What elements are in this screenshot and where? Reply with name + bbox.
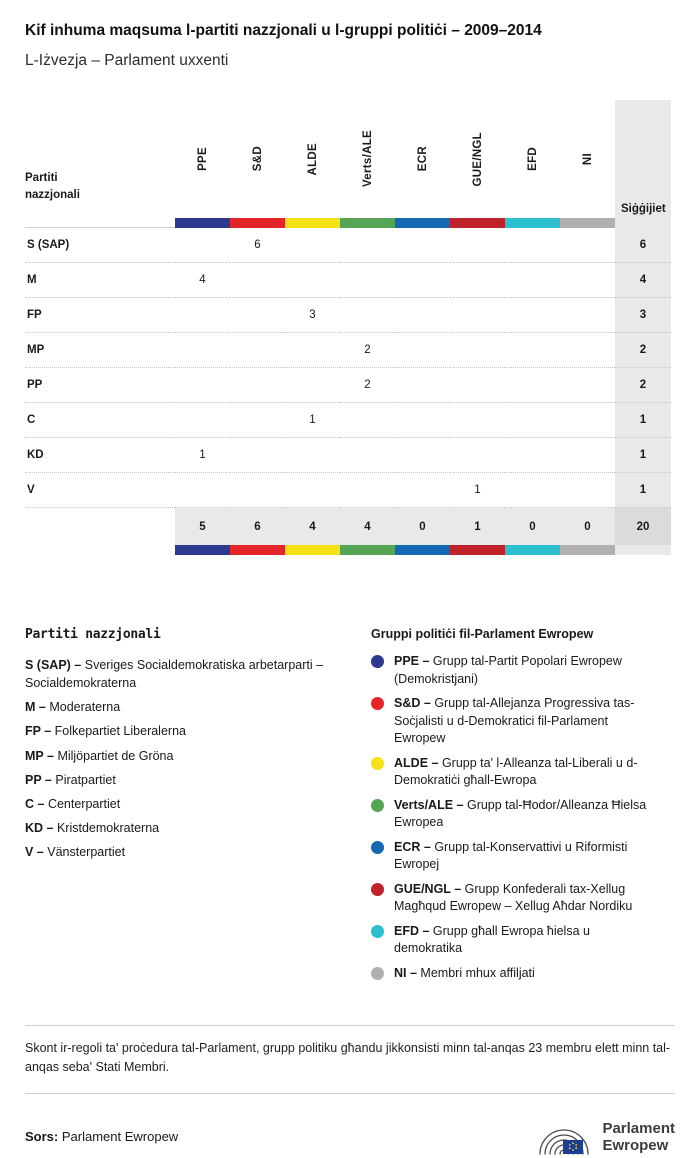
row-total: 1 — [615, 473, 671, 508]
seat-cell — [230, 473, 285, 508]
column-header-ni: NI — [581, 152, 594, 166]
table-row — [25, 473, 671, 508]
ppe-color-bar — [175, 218, 230, 228]
seats-column-header: Siġġijiet — [615, 100, 671, 218]
seat-cell — [340, 473, 395, 508]
row-total: 6 — [615, 228, 671, 263]
party-full-name: Miljöpartiet de Gröna — [57, 748, 174, 763]
alde-color-bar — [285, 218, 340, 228]
seat-cell — [340, 298, 395, 333]
seat-cell — [230, 333, 285, 368]
seat-cell: 2 — [340, 333, 395, 368]
table-row — [25, 368, 671, 403]
legend-party-item — [25, 819, 341, 837]
group-abbr: ALDE – — [394, 755, 439, 770]
party-full-name: Folkepartiet Liberalerna — [54, 724, 186, 739]
legend-group-item — [371, 653, 661, 688]
party-abbr: S (SAP) – — [25, 658, 82, 672]
seat-cell — [230, 368, 285, 403]
column-header-ppe: PPE — [196, 147, 209, 171]
divider — [25, 1093, 675, 1094]
legend-party-item — [25, 771, 341, 789]
legend-party-item — [25, 698, 341, 716]
page-subtitle: L-Iżvezja – Parlament uxxenti — [25, 52, 229, 69]
seat-cell — [560, 438, 615, 473]
seat-cell — [450, 263, 505, 298]
seat-cell — [175, 403, 230, 438]
party-abbr: MP – — [25, 748, 54, 763]
group-total: 4 — [340, 508, 395, 545]
group-color-dot — [371, 799, 384, 812]
seat-cell — [450, 333, 505, 368]
row-total: 1 — [615, 438, 671, 473]
seat-cell — [395, 403, 450, 438]
seat-cell — [505, 438, 560, 473]
party-full-name: Kristdemokraterna — [56, 820, 160, 835]
group-total: 0 — [560, 508, 615, 545]
seat-cell — [395, 438, 450, 473]
seat-cell — [395, 228, 450, 263]
group-total: 6 — [230, 508, 285, 545]
table-header-row — [25, 100, 671, 218]
column-header-gue-ngl: GUE/NGL — [471, 131, 484, 187]
seat-cell — [175, 228, 230, 263]
ecr-color-bar — [395, 218, 450, 228]
group-full-name: Grupp tal-Allejanza Progressiva tas-Soċjalisti u d-Demokratici fil-Parlament Ewropew — [394, 696, 635, 745]
seat-cell — [395, 298, 450, 333]
ppe-color-bar — [175, 545, 230, 555]
row-total: 2 — [615, 368, 671, 403]
group-color-dot — [371, 697, 384, 710]
group-full-name: Grupp ta' l-Alleanza tal-Liberali u d-Demokratiċi għall-Ewropa — [394, 755, 638, 787]
logo-line2: Ewropew — [602, 1136, 669, 1154]
seat-cell — [560, 368, 615, 403]
party-name: M — [25, 263, 175, 298]
group-color-dot — [371, 841, 384, 854]
seat-cell — [505, 368, 560, 403]
seat-cell — [450, 298, 505, 333]
table-row — [25, 228, 671, 263]
group-abbr: NI – — [394, 965, 417, 980]
party-abbr: V – — [25, 845, 44, 859]
legend-party-item — [25, 747, 341, 765]
spacer — [25, 218, 175, 228]
totals-empty-cell — [25, 508, 175, 545]
legend-party-item — [25, 722, 341, 740]
party-name: KD — [25, 438, 175, 473]
gue-ngl-color-bar — [450, 545, 505, 555]
party-name: C — [25, 403, 175, 438]
column-header-sd: S&D — [251, 146, 264, 172]
seat-cell — [285, 438, 340, 473]
alde-color-bar — [285, 545, 340, 555]
seat-cell — [395, 333, 450, 368]
legend-group-item — [371, 755, 661, 790]
seat-cell — [340, 263, 395, 298]
legend-political-groups — [371, 627, 661, 989]
group-total: 5 — [175, 508, 230, 545]
seat-cell — [450, 368, 505, 403]
seat-cell — [505, 298, 560, 333]
column-header-ecr: ECR — [416, 146, 429, 172]
party-full-name: Centerpartiet — [47, 796, 121, 811]
legend-national-parties — [25, 627, 365, 989]
eu-flag-icon — [563, 1140, 583, 1154]
group-total: 0 — [395, 508, 450, 545]
ni-color-bar — [560, 545, 615, 555]
group-abbr: S&D – — [394, 696, 431, 710]
party-name: PP — [25, 368, 175, 403]
efd-color-bar — [505, 545, 560, 555]
seat-cell — [505, 333, 560, 368]
seat-cell — [395, 263, 450, 298]
group-total: 1 — [450, 508, 505, 545]
sd-color-bar — [230, 218, 285, 228]
grand-total: 20 — [615, 508, 671, 545]
seat-cell — [230, 263, 285, 298]
table-row — [25, 298, 671, 333]
source — [25, 1129, 178, 1144]
legend-group-item — [371, 839, 661, 874]
legend-party-item — [25, 795, 341, 813]
efd-color-bar — [505, 218, 560, 228]
table-row — [25, 438, 671, 473]
seat-cell — [560, 298, 615, 333]
group-abbr: Verts/ALE – — [394, 797, 464, 812]
row-total: 3 — [615, 298, 671, 333]
row-total: 1 — [615, 403, 671, 438]
seat-cell — [340, 228, 395, 263]
row-total: 2 — [615, 333, 671, 368]
logo-wordmark — [602, 1120, 675, 1155]
party-name: S (SAP) — [25, 228, 175, 263]
legend-party-item — [25, 656, 341, 692]
row-header-label: Partiti nazzjonali — [25, 171, 80, 201]
column-header-alde: ALDE — [306, 142, 319, 176]
seat-cell — [175, 368, 230, 403]
party-abbr: FP – — [25, 724, 52, 739]
group-abbr: PPE – — [394, 654, 430, 668]
bottom-color-bars — [25, 545, 671, 555]
seat-cell — [505, 263, 560, 298]
group-full-name: Grupp għall Ewropa ħielsa u demokratika — [394, 923, 590, 955]
seat-cell — [560, 403, 615, 438]
legend-parties-title: Partiti nazzjonali — [25, 627, 161, 642]
seat-cell — [505, 403, 560, 438]
legend-group-item — [371, 695, 661, 748]
logo-line1: Parlament — [602, 1119, 675, 1137]
party-abbr: PP – — [25, 772, 52, 787]
legend-group-item — [371, 965, 661, 983]
seat-cell — [560, 228, 615, 263]
seat-cell — [285, 263, 340, 298]
legend-groups-title: Gruppi politiċi fil-Parlament Ewropew — [371, 627, 594, 641]
ni-color-bar — [560, 218, 615, 228]
seat-cell — [560, 333, 615, 368]
seat-cell — [560, 263, 615, 298]
seat-cell: 2 — [340, 368, 395, 403]
column-header-verts-ale: Verts/ALE — [361, 130, 374, 188]
legend-group-item — [371, 881, 661, 916]
divider — [25, 1025, 675, 1026]
ep-logo — [535, 1116, 675, 1158]
party-abbr: M – — [25, 700, 46, 715]
group-full-name: Grupp tal-Konservattivi u Riformisti Ewropej — [394, 839, 628, 871]
seat-cell — [395, 473, 450, 508]
seat-cell — [285, 333, 340, 368]
seat-cell — [285, 368, 340, 403]
spacer — [25, 545, 175, 555]
seat-cell: 4 — [175, 263, 230, 298]
party-full-name: Sveriges Socialdemokratiska arbetarparti – Socialdemokraterna — [25, 658, 324, 691]
party-full-name: Moderaterna — [49, 700, 121, 715]
table-row — [25, 333, 671, 368]
page-title: Kif inhuma maqsuma l-partiti nazzjonali u l-gruppi politiċi – 2009–2014 — [25, 22, 542, 39]
seats-column-footer — [615, 545, 671, 555]
seat-cell — [230, 438, 285, 473]
group-color-dot — [371, 883, 384, 896]
seat-cell — [175, 333, 230, 368]
ecr-color-bar — [395, 545, 450, 555]
party-name: V — [25, 473, 175, 508]
column-header-efd: EFD — [526, 147, 539, 171]
party-name: MP — [25, 333, 175, 368]
party-abbr: KD – — [25, 820, 54, 835]
group-full-name: Grupp tal-Partit Popolari Ewropew (Demokristjani) — [394, 654, 622, 686]
seat-cell — [285, 473, 340, 508]
seat-cell — [175, 298, 230, 333]
seat-cell — [395, 368, 450, 403]
group-total: 4 — [285, 508, 340, 545]
group-total: 0 — [505, 508, 560, 545]
top-color-bars — [25, 218, 671, 228]
group-abbr: EFD – — [394, 923, 430, 938]
seats-table — [25, 100, 671, 555]
seat-cell: 1 — [285, 403, 340, 438]
legend-group-item — [371, 797, 661, 832]
group-abbr: ECR – — [394, 839, 431, 854]
group-full-name: Grupp Konfederali tax-Xellug Magħqud Ewropew – Xellug Aħdar Nordiku — [394, 881, 633, 913]
sd-color-bar — [230, 545, 285, 555]
gue-ngl-color-bar — [450, 218, 505, 228]
source-label: Sors: — [25, 1129, 59, 1145]
seat-cell — [560, 473, 615, 508]
seat-cell — [175, 473, 230, 508]
footnote: Skont ir-regoli ta' proċedura tal-Parlament, grupp politiku għandu jikkonsisti minn tal-anqas 23 membru elett minn tal-anqas seba' Stati Membri. — [25, 1041, 671, 1075]
group-color-dot — [371, 757, 384, 770]
seat-cell — [450, 228, 505, 263]
group-color-dot — [371, 655, 384, 668]
seat-cell — [230, 298, 285, 333]
seat-cell — [450, 438, 505, 473]
seat-cell: 6 — [230, 228, 285, 263]
party-name: FP — [25, 298, 175, 333]
ep-hemicycle-icon — [535, 1116, 593, 1158]
seats-column-band — [615, 218, 671, 228]
seat-cell — [450, 403, 505, 438]
source-text: Parlament Ewropew — [61, 1129, 179, 1145]
group-color-dot — [371, 967, 384, 980]
group-full-name: Membri mhux affiljati — [420, 965, 535, 980]
table-row — [25, 263, 671, 298]
group-color-dot — [371, 925, 384, 938]
seat-cell: 3 — [285, 298, 340, 333]
party-abbr: C – — [25, 796, 45, 811]
totals-row — [25, 508, 671, 545]
legends — [25, 627, 675, 989]
legend-group-item — [371, 923, 661, 958]
legend-party-item — [25, 843, 341, 861]
seat-cell — [230, 403, 285, 438]
verts-ale-color-bar — [340, 218, 395, 228]
footer — [25, 1116, 675, 1158]
row-total: 4 — [615, 263, 671, 298]
seat-cell — [505, 228, 560, 263]
party-full-name: Vänsterpartiet — [47, 845, 126, 859]
seat-cell — [505, 473, 560, 508]
party-full-name: Piratpartiet — [55, 772, 116, 787]
verts-ale-color-bar — [340, 545, 395, 555]
group-abbr: GUE/NGL – — [394, 881, 462, 896]
group-full-name: Grupp tal-Ħodor/Alleanza Ħielsa Ewropea — [394, 797, 647, 829]
seat-cell — [285, 228, 340, 263]
seat-cell — [340, 438, 395, 473]
seat-cell — [340, 403, 395, 438]
table-row — [25, 403, 671, 438]
seat-cell: 1 — [450, 473, 505, 508]
seat-cell: 1 — [175, 438, 230, 473]
